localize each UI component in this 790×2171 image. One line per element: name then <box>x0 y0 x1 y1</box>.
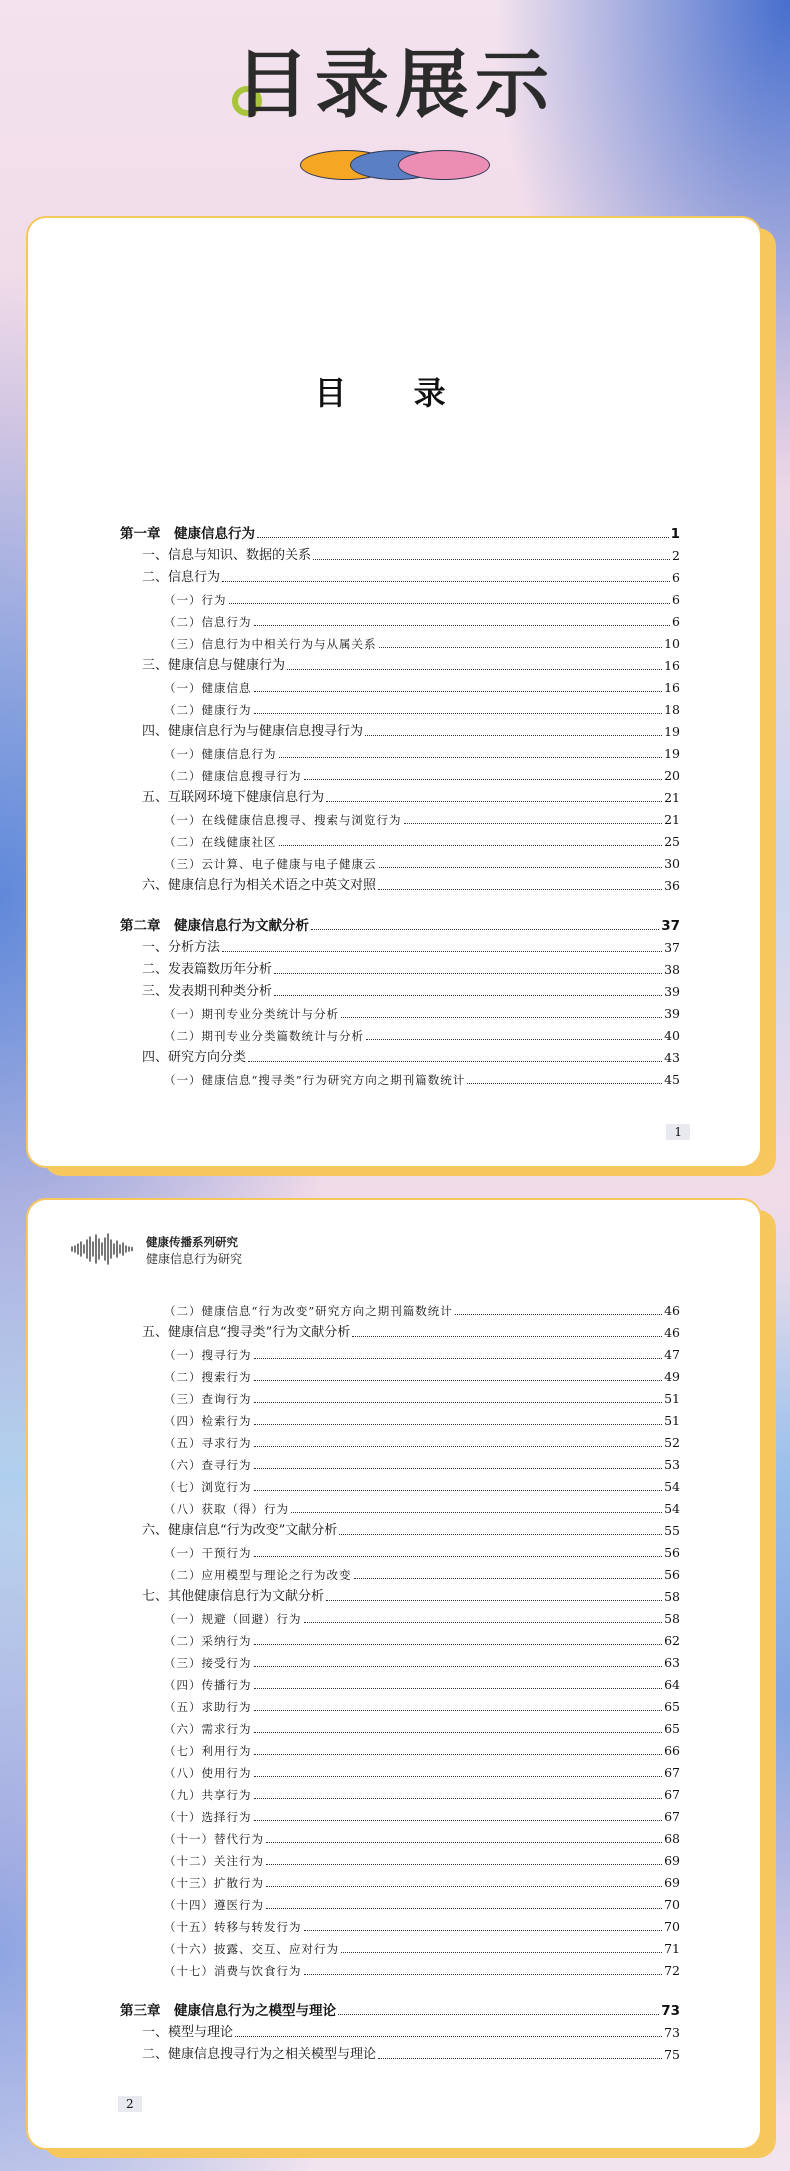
toc-entry-title: 三、发表期刊种类分析 <box>142 984 273 999</box>
toc-entry <box>120 1850 680 1870</box>
toc-entry-page: 49 <box>664 1369 680 1384</box>
toc-leader-dots <box>254 691 663 692</box>
toc-entry-page: 25 <box>664 834 680 849</box>
toc-entry-title: 二、健康信息搜寻行为之相关模型与理论 <box>142 2047 377 2062</box>
toc-entry-page: 56 <box>664 1567 680 1582</box>
toc-entry-page: 18 <box>664 702 680 717</box>
toc-entry-page: 16 <box>664 658 680 673</box>
toc-entry <box>120 1894 680 1914</box>
toc-leader-dots <box>254 1754 663 1755</box>
toc-entry-title: 第一章 健康信息行为 <box>120 526 255 542</box>
toc-entry <box>120 1300 680 1320</box>
toc-entry-title: （一）健康信息“搜寻类”行为研究方向之期刊篇数统计 <box>164 1073 466 1087</box>
toc-entry <box>120 981 680 1001</box>
toc-entry-page: 55 <box>664 1523 680 1538</box>
toc-entry-page: 73 <box>661 2003 680 2019</box>
toc-entry-page: 53 <box>664 1457 680 1472</box>
toc-entry-page: 1 <box>670 526 680 542</box>
toc-leader-dots <box>378 2058 662 2059</box>
toc-entry-page: 69 <box>664 1853 680 1868</box>
toc-leader-dots <box>378 889 662 890</box>
toc-heading: 目 录 <box>314 374 474 412</box>
toc-entry-page: 67 <box>664 1787 680 1802</box>
toc-leader-dots <box>248 1061 662 1062</box>
page-number: 1 <box>666 1124 690 1140</box>
toc-entry-title: （八）获取（得）行为 <box>164 1502 289 1516</box>
toc-entry-page: 38 <box>664 962 680 977</box>
toc-entry <box>120 1498 680 1518</box>
toc-entry-title: （三）云计算、电子健康与电子健康云 <box>164 857 377 871</box>
toc-entry-page: 46 <box>664 1325 680 1340</box>
toc-entry-page: 65 <box>664 1699 680 1714</box>
toc-leader-dots <box>257 537 669 538</box>
toc-entry-page: 30 <box>664 856 680 871</box>
toc-entry-title: 一、分析方法 <box>142 940 221 955</box>
toc-entry-title: （一）期刊专业分类统计与分析 <box>164 1007 339 1021</box>
toc-entry <box>120 937 680 957</box>
toc-leader-dots <box>254 1358 663 1359</box>
toc-entry <box>120 809 680 829</box>
toc-leader-dots <box>326 801 662 802</box>
toc-entry-title: （十）选择行为 <box>164 1810 252 1824</box>
toc-entry-page: 21 <box>664 812 680 827</box>
toc-entry-title: （二）期刊专业分类篇数统计与分析 <box>164 1029 364 1043</box>
toc-leader-dots <box>326 1600 662 1601</box>
brand-series: 健康传播系列研究 <box>146 1235 238 1249</box>
page-number: 2 <box>118 2096 142 2112</box>
toc-entry-title: 一、信息与知识、数据的关系 <box>142 548 312 563</box>
toc-entry-title: （一）干预行为 <box>164 1546 252 1560</box>
toc-entry-title: 六、健康信息“行为改变”文献分析 <box>142 1523 338 1538</box>
toc-entry <box>120 787 680 807</box>
toc-leader-dots <box>235 2036 662 2037</box>
toc-leader-dots <box>229 603 671 604</box>
toc-entry-title: （一）搜寻行为 <box>164 1348 252 1362</box>
toc-entry-title: （十七）消费与饮食行为 <box>164 1964 302 1978</box>
toc-entry <box>120 1069 680 1089</box>
toc-entry-page: 39 <box>664 1006 680 1021</box>
toc-entry <box>120 1718 680 1738</box>
toc-entry-page: 19 <box>664 724 680 739</box>
toc-leader-dots <box>254 625 671 626</box>
toc-entry <box>120 1828 680 1848</box>
toc-entry-page: 51 <box>664 1391 680 1406</box>
toc-entry-page: 6 <box>672 570 680 585</box>
toc-entry <box>120 853 680 873</box>
toc-entry <box>120 721 680 741</box>
toc-entry-title: （三）信息行为中相关行为与从属关系 <box>164 637 377 651</box>
toc-entry-page: 37 <box>664 940 680 955</box>
toc-entry-page: 47 <box>664 1347 680 1362</box>
toc-entry-title: 第三章 健康信息行为之模型与理论 <box>120 2003 336 2019</box>
toc-entry-title: （三）查询行为 <box>164 1392 252 1406</box>
toc-entry <box>120 1674 680 1694</box>
toc-entry <box>120 1344 680 1364</box>
toc-leader-dots <box>304 779 663 780</box>
toc-entry <box>120 1003 680 1023</box>
toc-entry-page: 58 <box>664 1611 680 1626</box>
toc-entry <box>120 1938 680 1958</box>
toc-leader-dots <box>287 669 662 670</box>
toc-entry-title: （五）寻求行为 <box>164 1436 252 1450</box>
toc-entry-title: （四）传播行为 <box>164 1678 252 1692</box>
color-ovals <box>0 150 790 184</box>
toc-entry-title: （十三）扩散行为 <box>164 1876 264 1890</box>
toc-entry-page: 2 <box>672 548 680 563</box>
toc-leader-dots <box>366 1039 662 1040</box>
toc-entry-page: 16 <box>664 680 680 695</box>
toc-entry-page: 45 <box>664 1072 680 1087</box>
toc-entry <box>120 1454 680 1474</box>
toc-leader-dots <box>274 973 662 974</box>
toc-entry-title: 五、健康信息“搜寻类”行为文献分析 <box>142 1325 351 1340</box>
toc-entry-page: 56 <box>664 1545 680 1560</box>
toc-leader-dots <box>254 1556 663 1557</box>
toc-entry <box>120 1476 680 1496</box>
oval-pink <box>398 150 490 180</box>
toc-leader-dots <box>279 757 663 758</box>
toc-leader-dots <box>254 1820 663 1821</box>
toc-leader-dots <box>254 1798 663 1799</box>
toc-entry <box>120 699 680 719</box>
toc-entry-page: 6 <box>672 614 680 629</box>
toc-leader-dots <box>222 951 662 952</box>
header <box>0 40 790 130</box>
toc-entry-title: 第二章 健康信息行为文献分析 <box>120 918 309 934</box>
toc-entry-page: 63 <box>664 1655 680 1670</box>
toc-entry-title: （一）健康信息行为 <box>164 747 277 761</box>
toc-entry-page: 73 <box>664 2025 680 2040</box>
toc-entry <box>120 2000 680 2020</box>
toc-leader-dots <box>254 1644 663 1645</box>
toc-leader-dots <box>379 647 663 648</box>
toc-entry <box>120 523 680 543</box>
toc-entry-page: 54 <box>664 1501 680 1516</box>
toc-entry-title: （六）查寻行为 <box>164 1458 252 1472</box>
toc-entry-title: （九）共享行为 <box>164 1788 252 1802</box>
toc-entry-page: 40 <box>664 1028 680 1043</box>
toc-entry <box>120 1652 680 1672</box>
toc-entry <box>120 633 680 653</box>
toc-entry-page: 10 <box>664 636 680 651</box>
toc-entry <box>120 1960 680 1980</box>
toc-entry <box>120 1388 680 1408</box>
toc-entry-page: 19 <box>664 746 680 761</box>
toc-entry <box>120 589 680 609</box>
toc-entry-page: 69 <box>664 1875 680 1890</box>
toc-entry-title: （二）应用模型与理论之行为改变 <box>164 1568 352 1582</box>
toc-leader-dots <box>254 1776 663 1777</box>
toc-leader-dots <box>455 1314 662 1315</box>
toc-entry-title: （七）利用行为 <box>164 1744 252 1758</box>
toc-leader-dots <box>379 867 663 868</box>
toc-entry-page: 36 <box>664 878 680 893</box>
toc-entry <box>120 1872 680 1892</box>
toc-entry-page: 39 <box>664 984 680 999</box>
toc-entry <box>120 1520 680 1540</box>
toc-leader-dots <box>341 1952 662 1953</box>
toc-entry-title: （二）搜索行为 <box>164 1370 252 1384</box>
toc-entry-title: （十五）转移与转发行为 <box>164 1920 302 1934</box>
toc-entry <box>120 1322 680 1342</box>
toc-leader-dots <box>254 1380 663 1381</box>
soundwave-logo-icon <box>68 1232 138 1266</box>
toc-leader-dots <box>254 1424 663 1425</box>
toc-entry-page: 21 <box>664 790 680 805</box>
toc-entry-title: （一）健康信息 <box>164 681 252 695</box>
toc-entry-page: 66 <box>664 1743 680 1758</box>
toc-entry <box>120 1047 680 1067</box>
toc-entry <box>120 611 680 631</box>
toc-entry <box>120 1784 680 1804</box>
toc-entry <box>120 1916 680 1936</box>
toc-entry <box>120 1542 680 1562</box>
toc-entry-page: 67 <box>664 1809 680 1824</box>
toc-entry-page: 43 <box>664 1050 680 1065</box>
toc-leader-dots <box>279 845 663 846</box>
toc-entry <box>120 959 680 979</box>
toc-entry-title: 六、健康信息行为相关术语之中英文对照 <box>142 878 377 893</box>
toc-entry <box>120 1740 680 1760</box>
toc-entry <box>120 545 680 565</box>
toc-leader-dots <box>365 735 662 736</box>
toc-leader-dots <box>291 1512 662 1513</box>
toc-entry-title: （十四）遵医行为 <box>164 1898 264 1912</box>
toc-entry <box>120 1366 680 1386</box>
toc-entry <box>120 567 680 587</box>
toc-entry <box>120 1608 680 1628</box>
toc-leader-dots <box>266 1886 662 1887</box>
toc-leader-dots <box>254 1446 663 1447</box>
toc-leader-dots <box>254 1468 663 1469</box>
toc-entry-title: （五）求助行为 <box>164 1700 252 1714</box>
toc-leader-dots <box>266 1908 662 1909</box>
toc-entry-title: （七）浏览行为 <box>164 1480 252 1494</box>
toc-entry-page: 54 <box>664 1479 680 1494</box>
toc-entry-title: （二）健康行为 <box>164 703 252 717</box>
toc-entry-title: （二）健康信息“行为改变”研究方向之期刊篇数统计 <box>164 1304 453 1318</box>
toc-entry-page: 71 <box>664 1941 680 1956</box>
toc-entry-title: （一）行为 <box>164 593 227 607</box>
toc-entry-title: （二）信息行为 <box>164 615 252 629</box>
toc-leader-dots <box>341 1017 662 1018</box>
toc-entry <box>120 1696 680 1716</box>
toc-entry-title: （一）在线健康信息搜寻、搜索与浏览行为 <box>164 813 402 827</box>
toc-leader-dots <box>274 995 662 996</box>
toc-entry-page: 6 <box>672 592 680 607</box>
toc-leader-dots <box>266 1842 662 1843</box>
toc-entry-page: 58 <box>664 1589 680 1604</box>
toc-entry-page: 75 <box>664 2047 680 2062</box>
toc-entry <box>120 1432 680 1452</box>
toc-entry-title: （十二）关注行为 <box>164 1854 264 1868</box>
toc-entry-title: 二、信息行为 <box>142 570 221 585</box>
toc-entry-title: （六）需求行为 <box>164 1722 252 1736</box>
toc-entry-page: 65 <box>664 1721 680 1736</box>
toc-entry-page: 46 <box>664 1303 680 1318</box>
toc-entry-title: （一）规避（回避）行为 <box>164 1612 302 1626</box>
toc-leader-dots <box>304 1974 663 1975</box>
toc-entry <box>120 655 680 675</box>
toc-entry-page: 64 <box>664 1677 680 1692</box>
toc-entry <box>120 1762 680 1782</box>
toc-leader-dots <box>354 1578 663 1579</box>
toc-page-1 <box>28 218 760 1166</box>
toc-entry-page: 62 <box>664 1633 680 1648</box>
toc-entry-title: （二）健康信息搜寻行为 <box>164 769 302 783</box>
toc-entry <box>120 677 680 697</box>
toc-entry <box>120 1586 680 1606</box>
toc-leader-dots <box>313 559 670 560</box>
toc-leader-dots <box>304 1622 663 1623</box>
toc-entry <box>120 831 680 851</box>
toc-entry-title: （三）接受行为 <box>164 1656 252 1670</box>
toc-entry <box>120 765 680 785</box>
toc-page-2 <box>28 1200 760 2148</box>
toc-leader-dots <box>254 1710 663 1711</box>
toc-entry-page: 70 <box>664 1919 680 1934</box>
toc-entry-title: 四、健康信息行为与健康信息搜寻行为 <box>142 724 364 739</box>
toc-leader-dots <box>254 1666 663 1667</box>
toc-entry-title: （十六）披露、交互、应对行为 <box>164 1942 339 1956</box>
toc-entry <box>120 1025 680 1045</box>
toc-entry-page: 68 <box>664 1831 680 1846</box>
toc-entry-title: 四、研究方向分类 <box>142 1050 247 1065</box>
page-title: 目录展示 <box>235 42 555 128</box>
toc-leader-dots <box>254 713 663 714</box>
toc-entry-title: （二）采纳行为 <box>164 1634 252 1648</box>
toc-entry <box>120 1630 680 1650</box>
toc-leader-dots <box>254 1688 663 1689</box>
toc-leader-dots <box>266 1864 662 1865</box>
toc-entry-page: 20 <box>664 768 680 783</box>
toc-entry-title: 三、健康信息与健康行为 <box>142 658 286 673</box>
toc-entry-title: （八）使用行为 <box>164 1766 252 1780</box>
toc-entry-title: （四）检索行为 <box>164 1414 252 1428</box>
toc-entry-page: 37 <box>661 918 680 934</box>
toc-leader-dots <box>338 2014 659 2015</box>
toc-leader-dots <box>222 581 670 582</box>
toc-entry <box>120 1564 680 1584</box>
toc-entry-page: 51 <box>664 1413 680 1428</box>
brand-book-title: 健康信息行为研究 <box>146 1252 243 1266</box>
toc-entry <box>120 743 680 763</box>
toc-leader-dots <box>339 1534 662 1535</box>
toc-entry-title: 二、发表篇数历年分析 <box>142 962 273 977</box>
toc-entry-page: 67 <box>664 1765 680 1780</box>
toc-leader-dots <box>404 823 663 824</box>
toc-entry <box>120 1410 680 1430</box>
toc-leader-dots <box>467 1083 662 1084</box>
toc-entry-title: 七、其他健康信息行为文献分析 <box>142 1589 325 1604</box>
toc-leader-dots <box>254 1490 663 1491</box>
toc-leader-dots <box>254 1402 663 1403</box>
toc-entry <box>120 875 680 895</box>
toc-leader-dots <box>311 929 659 930</box>
toc-leader-dots <box>254 1732 663 1733</box>
toc-entry-title: （十一）替代行为 <box>164 1832 264 1846</box>
toc-entry-title: 五、互联网环境下健康信息行为 <box>142 790 325 805</box>
toc-entry-page: 72 <box>664 1963 680 1978</box>
toc-entry <box>120 1806 680 1826</box>
toc-entry-page: 52 <box>664 1435 680 1450</box>
toc-entry-page: 70 <box>664 1897 680 1912</box>
toc-entry <box>120 2022 680 2042</box>
toc-leader-dots <box>304 1930 663 1931</box>
toc-leader-dots <box>352 1336 662 1337</box>
toc-entry-title: 一、模型与理论 <box>142 2025 234 2040</box>
toc-entry <box>120 2044 680 2064</box>
toc-entry <box>120 915 680 935</box>
toc-entry-title: （二）在线健康社区 <box>164 835 277 849</box>
